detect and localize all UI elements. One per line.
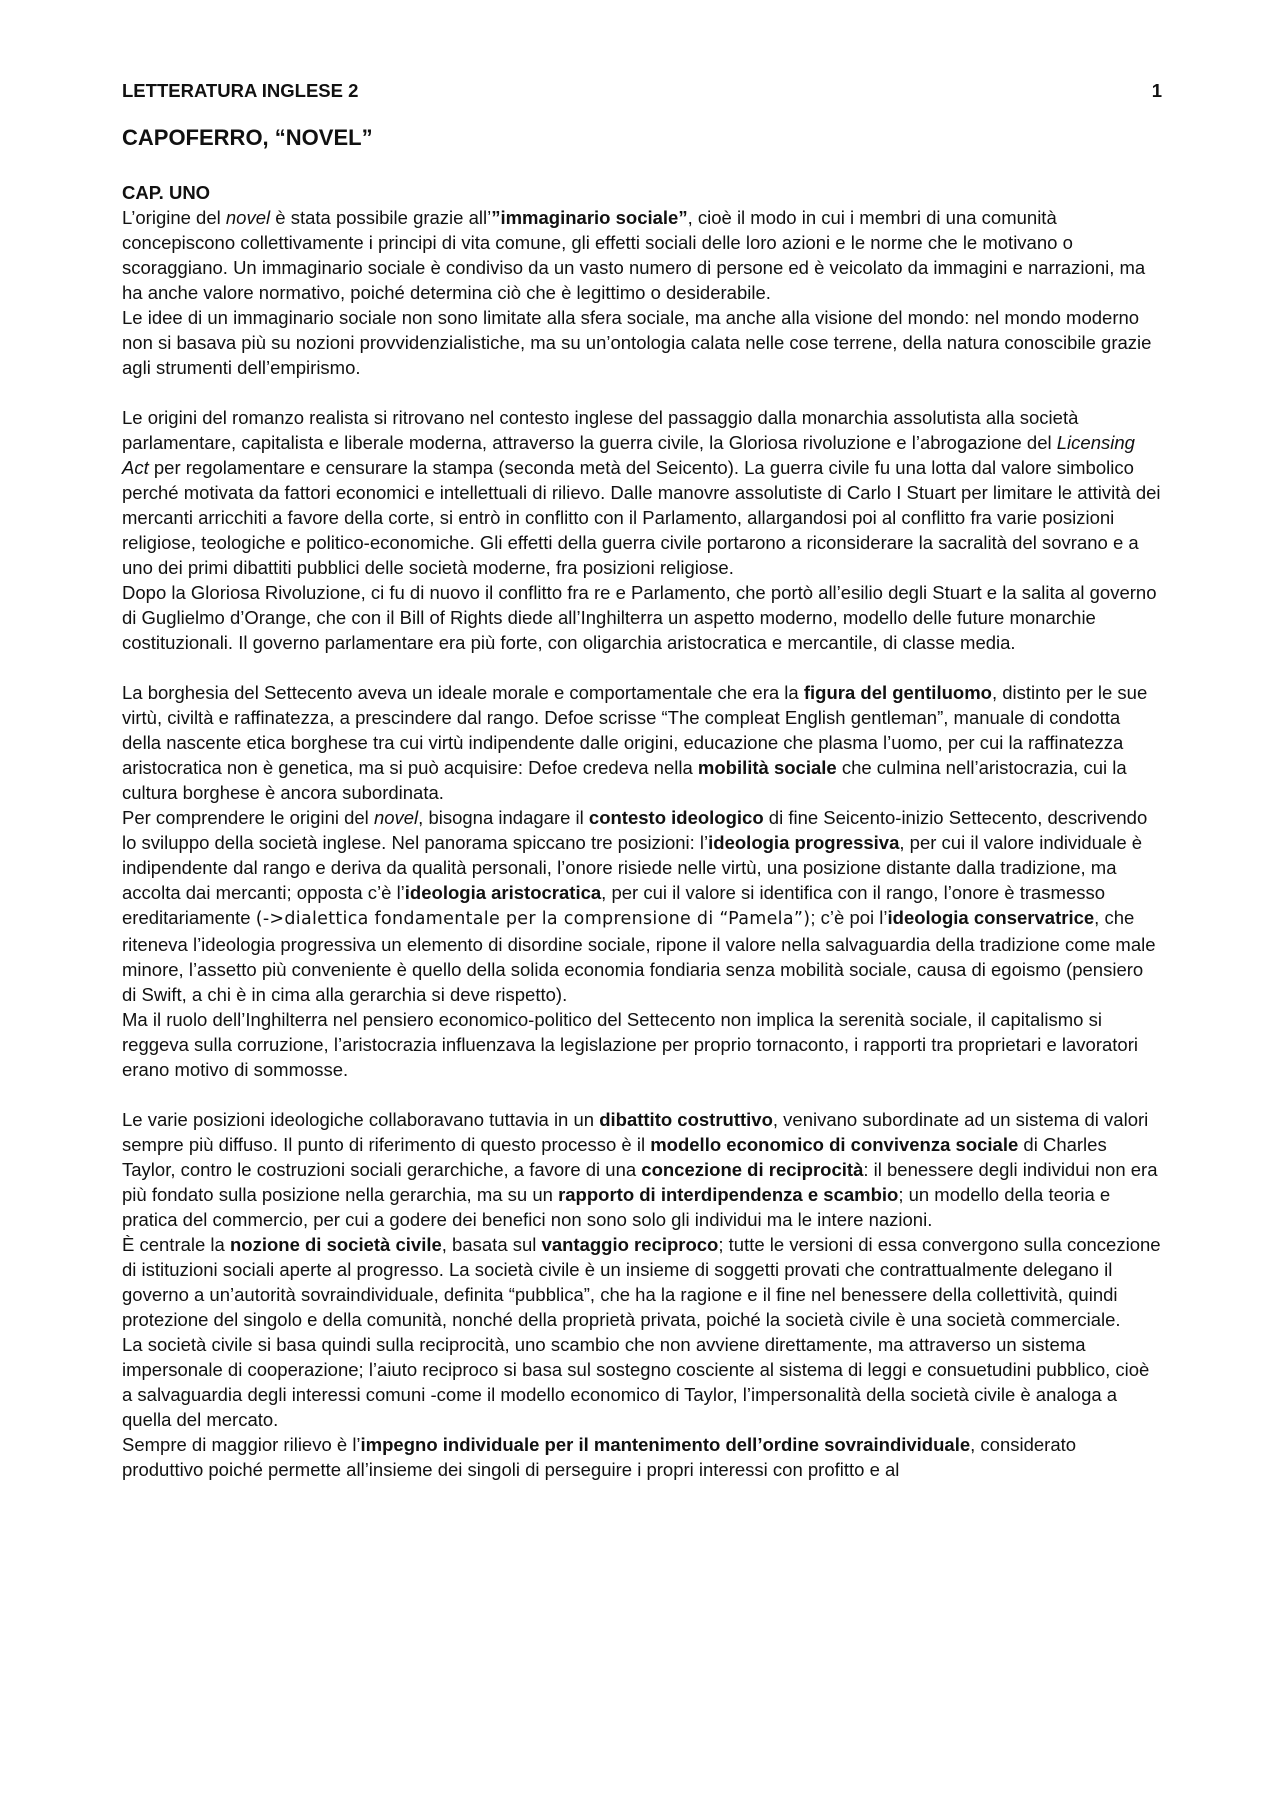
spacer (122, 380, 1162, 405)
paragraph-3: Le origini del romanzo realista si ritrovano nel contesto inglese del passaggio dalla monarchia assolutista alla società parlamentare, capitalista e liberale moderna, attraverso la guerra civile, la Gloriosa rivoluzione e l’abrogazione del Licensing Act per regolamentare e censurare la stampa (seconda metà del Seicento). La guerra civile fu una lotta dal valore simbolico perché motivata da fattori economici e intellettuali di rilievo. Dalle manovre assolutiste di Carlo I Stuart per limitare le attività dei mercanti arricchiti a favore della corte, si entrò in conflitto con il Parlamento, allargandosi poi al conflitto fra varie posizioni religiose, teologiche e politico-economiche. Gli effetti della guerra civile portarono a riconsiderare la sacralità del sovrano e a uno dei primi dibattiti pubblici delle società moderne, fra posizioni religiose. (122, 407, 1161, 578)
document-title: CAPOFERRO, “NOVEL” (122, 125, 373, 150)
spacer (122, 1082, 1162, 1107)
course-title: LETTERATURA INGLESE 2 (122, 80, 359, 101)
paragraph-2: Le idee di un immaginario sociale non sono limitate alla sfera sociale, ma anche alla visione del mondo: nel mondo moderno non si basava più su nozioni provvidenzialistiche, ma su un’ontologia calata nelle cose terrene, della natura conoscibile grazie agli strumenti dell’empirismo. (122, 307, 1152, 378)
paragraph-11: Sempre di maggior rilievo è l’impegno individuale per il mantenimento dell’ordine sovraindividuale, considerato produttivo poiché permette all’insieme dei singoli di perseguire i propri interessi con profitto e al (122, 1434, 1077, 1480)
spacer (122, 655, 1162, 680)
paragraph-9: È centrale la nozione di società civile, basata sul vantaggio reciproco; tutte le versioni di essa convergono sulla concezione di istituzioni sociali aperte al progresso. La società civile è un insieme di soggetti provati che contrattualmente delegano il governo a un’autorità sovraindividuale, definita “pubblica”, che ha la ragione e il fine nel benessere della collettività, quindi protezione del singolo e della comunità, nonché della proprietà privata, poiché la società civile è una società commerciale. (122, 1234, 1161, 1330)
paragraph-5: La borghesia del Settecento aveva un ideale morale e comportamentale che era la figura del gentiluomo, distinto per le sue virtù, civiltà e raffinatezza, a prescindere dal rango. Defoe scrisse “The compleat English gentleman”, manuale di condotta della nascente etica borghese tra cui virtù indipendente dalle origini, educazione che plasma l’uomo, per cui la raffinatezza aristocratica non è genetica, ma si può acquisire: Defoe credeva nella mobilità sociale che culmina nell’aristocrazia, cui la cultura borghese è ancora subordinata. (122, 682, 1148, 803)
paragraph-7: Ma il ruolo dell’Inghilterra nel pensiero economico-politico del Settecento non implica la serenità sociale, il capitalismo si reggeva sulla corruzione, l’aristocrazia influenzava la legislazione per proprio tornaconto, i rapporti tra proprietari e lavoratori erano motivo di sommosse. (122, 1009, 1138, 1080)
paragraph-4: Dopo la Gloriosa Rivoluzione, ci fu di nuovo il conflitto fra re e Parlamento, che portò all’esilio degli Stuart e la salita al governo di Guglielmo d’Orange, che con il Bill of Rights diede all’Inghilterra un aspetto moderno, modello delle future monarchie costituzionali. Il governo parlamentare era più forte, con oligarchia aristocratica e mercantile, di classe media. (122, 582, 1157, 653)
paragraph-8: Le varie posizioni ideologiche collaboravano tuttavia in un dibattito costruttivo, venivano subordinate ad un sistema di valori sempre più diffuso. Il punto di riferimento di questo processo è il modello economico di convivenza sociale di Charles Taylor, contro le costruzioni sociali gerarchiche, a favore di una concezione di reciprocità: il benessere degli individui non era più fondato sulla posizione nella gerarchia, ma su un rapporto di interdipendenza e scambio; un modello della teoria e pratica del commercio, per cui a godere dei benefici non sono solo gli individui ma le intere nazioni. (122, 1109, 1158, 1230)
paragraph-1: L’origine del novel è stata possibile grazie all’”immaginario sociale”, cioè il modo in cui i membri di una comunità concepiscono collettivamente i principi di vita comune, gli effetti sociali delle loro azioni e le norme che le motivano o scoraggiano. Un immaginario sociale è condiviso da un vasto numero di persone ed è veicolato da immagini e narrazioni, ma ha anche valore normativo, poiché determina ciò che è legittimo o desiderabile. (122, 207, 1146, 303)
page-header (122, 78, 1162, 103)
document-page (122, 78, 1162, 1482)
page-number: 1 (1151, 80, 1162, 101)
paragraph-6: Per comprendere le origini del novel, bisogna indagare il contesto ideologico di fine Seicento-inizio Settecento, descrivendo lo sviluppo della società inglese. Nel panorama spiccano tre posizioni: l’ideologia progressiva, per cui il valore individuale è indipendente dal rango e deriva da qualità personali, l’onore risiede nelle virtù, una posizione distante dalla tradizione, ma accolta dai mercanti; opposta c’è l’ideologia aristocratica, per cui il valore si identifica con il rango, l’onore è trasmesso ereditariamente (->dialettica fondamentale per la comprensione di “Pamela”); c’è poi l’ideologia conservatrice, che riteneva l’ideologia progressiva un elemento di disordine sociale, ripone il valore nella salvaguardia della tradizione come male minore, l’assetto più conveniente è quello della solida economia fondiaria senza mobilità sociale, causa di egoismo (pensiero di Swift, a chi è in cima alla gerarchia si deve rispetto). (122, 807, 1156, 1005)
paragraph-10: La società civile si basa quindi sulla reciprocità, uno scambio che non avviene direttamente, ma attraverso un sistema impersonale di cooperazione; l’aiuto reciproco si basa sul sostegno cosciente al sistema di leggi e consuetudini pubblico, cioè a salvaguardia degli interessi comuni -come il modello economico di Taylor, l’impersonalità della società civile è analoga a quella del mercato. (122, 1334, 1150, 1430)
chapter-heading: CAP. UNO (122, 182, 211, 203)
